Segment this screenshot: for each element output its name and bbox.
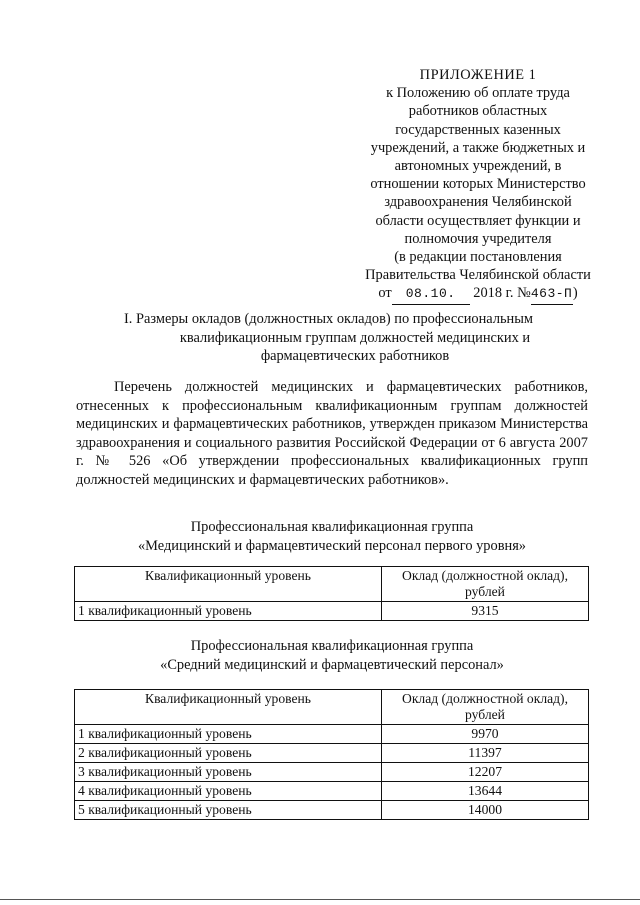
intro-paragraph: Перечень должностей медицинских и фармацевтических работников, отнесенных к профессиональным квалификационным группам должностей медицинских и фармацевтических работников, утвержден приказом Министерства здравоохранения и социального развития Российской Федерации от 6 августа 2007 г. № 526 «Об утверждении профессиональных квалификационных групп должностей медицинских и фармацевтических работников». — [76, 379, 588, 488]
section-heading-line: I. Размеры окладов (должностных окладов) по профессиональным — [124, 311, 534, 327]
group1-title — [76, 518, 588, 556]
group1-table — [74, 566, 589, 621]
salary-cell: 9315 — [382, 602, 589, 621]
appendix-line: Правительства Челябинской области — [365, 267, 591, 284]
table-row — [75, 744, 589, 763]
handwritten-number: 463-П — [531, 285, 573, 304]
level-cell: 1 квалификационный уровень — [75, 602, 382, 621]
level-cell: 1 квалификационный уровень — [75, 725, 382, 744]
appendix-line: государственных казенных — [395, 121, 561, 138]
appendix-date-line — [348, 284, 608, 304]
salary-cell: 13644 — [382, 782, 589, 801]
group2-title-line1: Профессиональная квалификационная группа — [190, 638, 474, 654]
table-row — [75, 782, 589, 801]
table-row — [75, 801, 589, 820]
column-header-level: Квалификационный уровень — [75, 567, 382, 602]
appendix-header — [348, 66, 608, 305]
column-header-level: Квалификационный уровень — [75, 690, 382, 725]
column-header-salary: Оклад (должностной оклад), рублей — [382, 567, 589, 602]
table-row — [75, 725, 589, 744]
group1-title-line2: «Медицинский и фармацевтический персонал первого уровня» — [137, 538, 527, 554]
appendix-line: (в редакции постановления — [394, 249, 562, 266]
salary-cell: 14000 — [382, 801, 589, 820]
column-header-salary: Оклад (должностной оклад), рублей — [382, 690, 589, 725]
section-heading-line: квалификационным группам должностей медицинских и — [179, 329, 531, 346]
level-cell: 4 квалификационный уровень — [75, 782, 382, 801]
level-cell: 5 квалификационный уровень — [75, 801, 382, 820]
appendix-line: полномочия учредителя — [404, 230, 552, 247]
group1-title-line1: Профессиональная квалификационная группа — [190, 519, 474, 535]
table-row — [75, 763, 589, 782]
appendix-line: учреждений, а также бюджетных и — [370, 139, 586, 156]
appendix-line: автономных учреждений, в — [394, 158, 562, 175]
date-prefix: от — [378, 285, 392, 302]
salary-cell: 11397 — [382, 744, 589, 763]
group2-title-line2: «Средний медицинский и фармацевтический персонал» — [160, 657, 504, 673]
appendix-line: к Положению об оплате труда — [386, 85, 570, 102]
salary-cell: 9970 — [382, 725, 589, 744]
group2-table — [74, 689, 589, 820]
section-heading-line: фармацевтических работников — [260, 348, 450, 364]
appendix-line: области осуществляет функции и — [375, 212, 581, 229]
group2-title — [76, 637, 588, 675]
handwritten-date: 08.10. — [392, 285, 470, 304]
table-row — [75, 602, 589, 621]
date-suffix: ) — [572, 285, 578, 302]
date-year: 2018 г. № — [473, 285, 531, 302]
table-header-row — [75, 567, 589, 602]
level-cell: 2 квалификационный уровень — [75, 744, 382, 763]
section-heading — [120, 310, 590, 366]
salary-cell: 12207 — [382, 763, 589, 782]
level-cell: 3 квалификационный уровень — [75, 763, 382, 782]
appendix-title: ПРИЛОЖЕНИЕ 1 — [419, 67, 537, 83]
table-header-row — [75, 690, 589, 725]
appendix-line: здравоохранения Челябинской — [384, 194, 572, 211]
appendix-line: отношении которых Министерство — [370, 176, 586, 193]
appendix-line: работников областных — [408, 103, 548, 120]
page-bottom-divider — [0, 899, 640, 900]
